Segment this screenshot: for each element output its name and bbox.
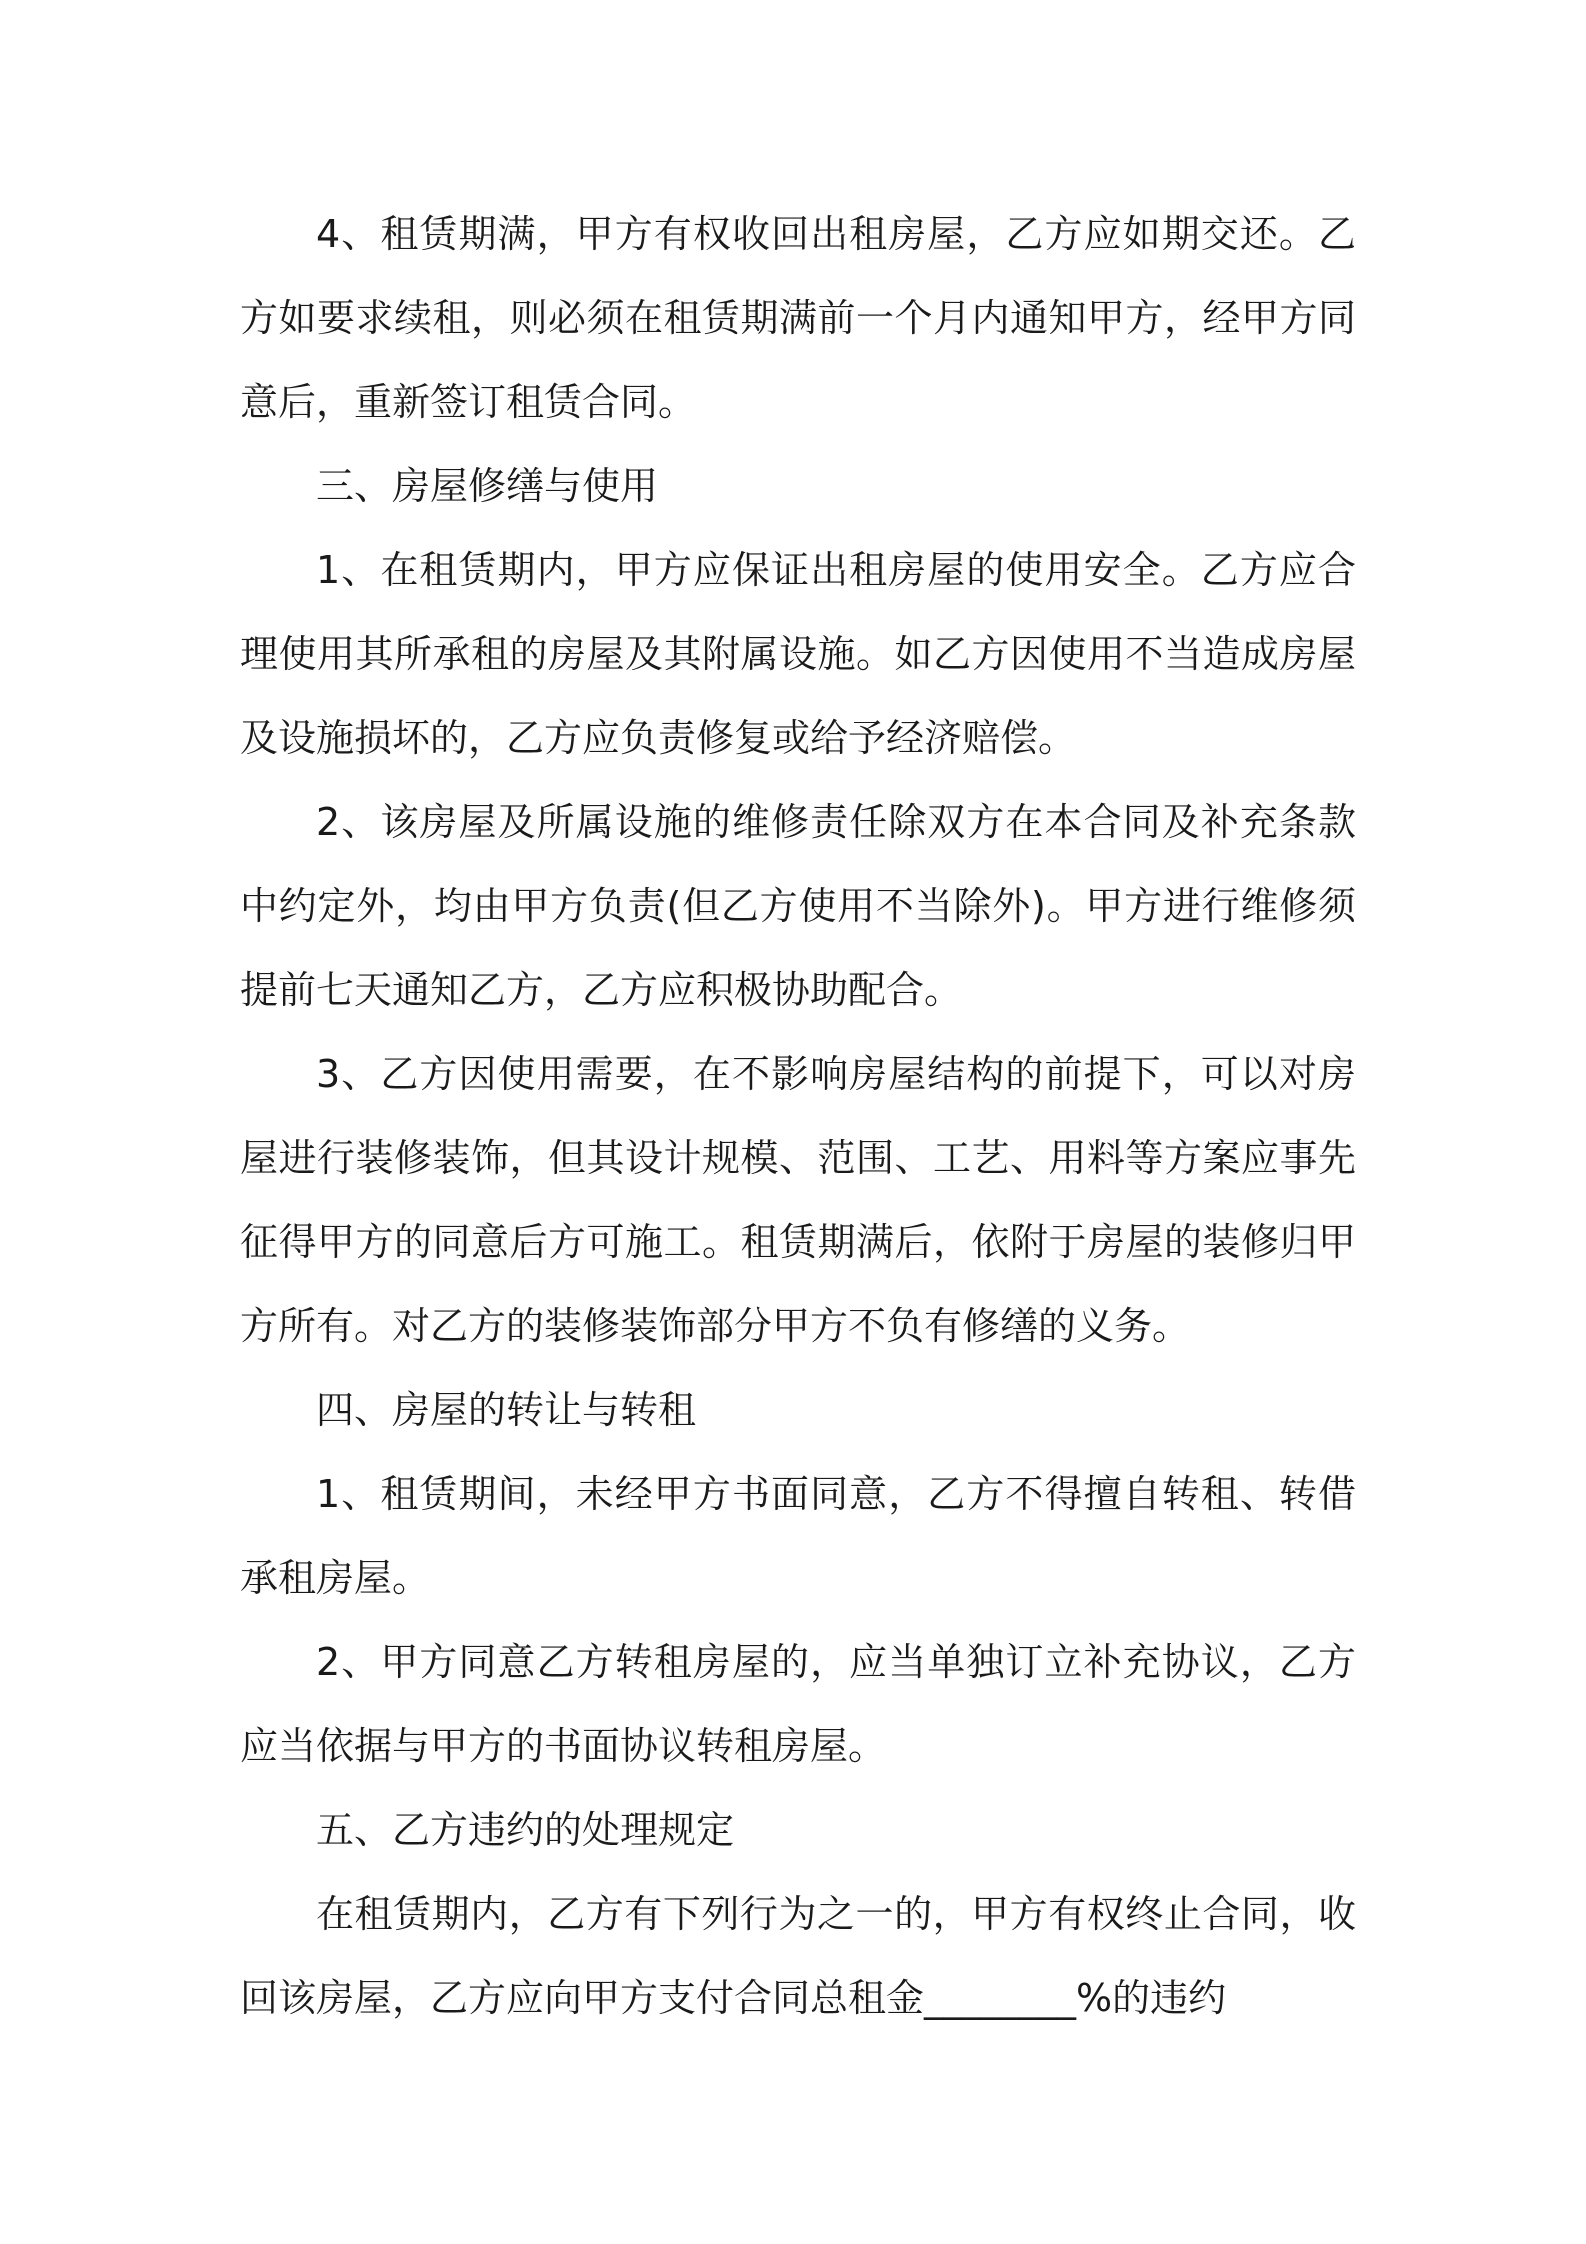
- clause-3-3-paragraph: 3、乙方因使用需要，在不影响房屋结构的前提下，可以对房屋进行装修装饰，但其设计规模、范围、工艺、用料等方案应事先征得甲方的同意后方可施工。租赁期满后，依附于房屋的装修归甲方所有。对乙方的装修装饰部分甲方不负有修缮的义务。: [240, 1052, 1356, 1348]
- document-body: [240, 192, 1356, 2040]
- clause-3-1-paragraph: 1、在租赁期内，甲方应保证出租房屋的使用安全。乙方应合理使用其所承租的房屋及其附属设施。如乙方因使用不当造成房屋及设施损坏的，乙方应负责修复或给予经济赔偿。: [240, 548, 1356, 760]
- clause-2-4-paragraph: 4、租赁期满，甲方有权收回出租房屋，乙方应如期交还。乙方如要求续租，则必须在租赁期满前一个月内通知甲方，经甲方同意后，重新签订租赁合同。: [240, 212, 1356, 424]
- section-3-heading: 三、房屋修缮与使用: [316, 464, 659, 508]
- section-4-heading: 四、房屋的转让与转租: [316, 1388, 697, 1432]
- clause-3-2-paragraph: 2、该房屋及所属设施的维修责任除双方在本合同及补充条款中约定外，均由甲方负责(但乙方使用不当除外)。甲方进行维修须提前七天通知乙方，乙方应积极协助配合。: [240, 800, 1356, 1012]
- clause-4-2-paragraph: 2、甲方同意乙方转租房屋的，应当单独订立补充协议，乙方应当依据与甲方的书面协议转租房屋。: [240, 1640, 1356, 1768]
- section-5-intro-paragraph: 在租赁期内，乙方有下列行为之一的，甲方有权终止合同，收回该房屋，乙方应向甲方支付合同总租金________%的违约: [240, 1892, 1356, 2020]
- section-5-heading: 五、乙方违约的处理规定: [316, 1808, 735, 1852]
- clause-4-1-paragraph: 1、租赁期间，未经甲方书面同意，乙方不得擅自转租、转借承租房屋。: [240, 1472, 1356, 1600]
